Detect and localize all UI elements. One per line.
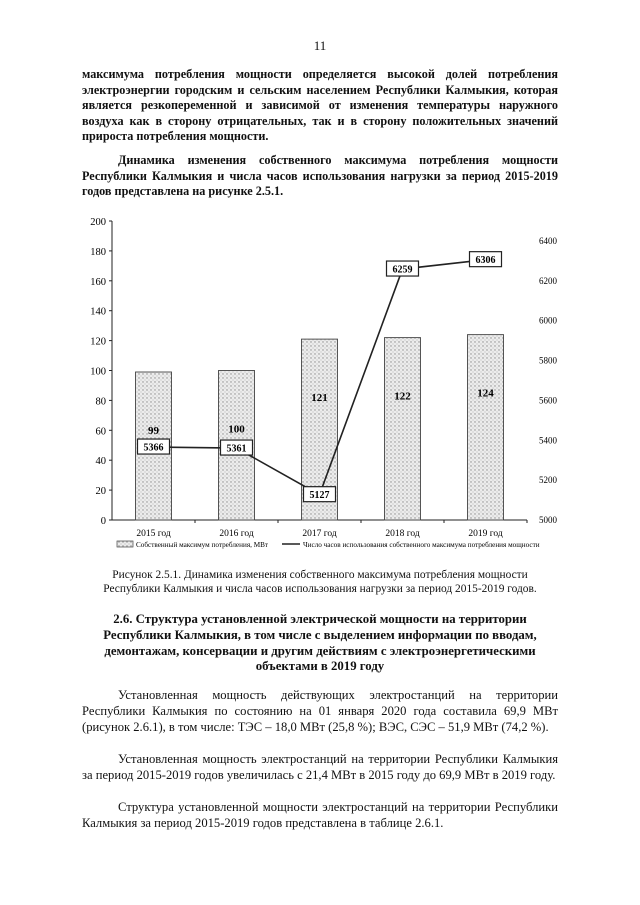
left-tick-label: 20 (95, 486, 106, 498)
line-value-label: 6306 (475, 255, 496, 267)
section-heading: 2.6. Структура установленной электрической мощности на территории Республики Калмыкия, в том числе с выделением информации по вводам, демонтажам, консервации и другим действиям с электроэнергетическими объектами в 2019 году (103, 612, 537, 674)
bar-value-label: 124 (477, 387, 494, 400)
paragraph-capacity-growth: Установленная мощность электростанций на территории Республики Калмыкия за период 2015-2019 годов увеличилась с 21,4 МВт в 2015 году до 69,9 МВт в 2019 году. (82, 752, 558, 782)
left-tick-label: 140 (90, 306, 106, 318)
caption-line-1: Рисунок 2.5.1. Динамика изменения собственного максимума потребления мощности (112, 569, 528, 581)
left-tick-label: 80 (95, 396, 106, 408)
line-value-label: 6259 (392, 264, 413, 276)
legend-bar-label: Собственный максимум потребления, МВт (136, 541, 269, 549)
category-label: 2018 год (385, 529, 420, 539)
category-label: 2019 год (468, 529, 503, 539)
right-tick-label: 6200 (539, 275, 557, 286)
left-tick-label: 40 (95, 456, 106, 468)
chart (82, 205, 582, 550)
line-value-label: 5127 (309, 490, 330, 502)
left-tick-label: 60 (95, 426, 106, 438)
bar-value-label: 100 (228, 423, 245, 436)
left-tick-label: 200 (90, 217, 106, 228)
bar-value-label: 122 (394, 390, 411, 403)
left-tick-label: 100 (90, 366, 106, 378)
bar (468, 335, 504, 520)
right-tick-label: 5200 (539, 475, 557, 486)
caption-line-2: Республики Калмыкия и числа часов использования нагрузки за период 2015-2019 годов. (103, 583, 537, 595)
chart-legend (117, 541, 540, 549)
left-tick-label: 160 (90, 276, 106, 288)
left-tick-label: 120 (90, 336, 106, 348)
right-tick-label: 6000 (539, 315, 557, 326)
left-tick-label: 180 (90, 246, 106, 258)
paragraph-installed-capacity: Установленная мощность действующих электростанций на территории Республики Калмыкия по состоянию на 01 января 2020 года составила 69,9 МВт (рисунок 2.6.1), в том числе: ТЭС – 18,0 МВт (25,8 %); ВЭС, СЭС – 51,9 МВт (74,2 %). (82, 688, 558, 734)
bar (385, 338, 421, 520)
bar-value-label: 99 (148, 424, 159, 437)
figure-caption (82, 568, 558, 596)
line-value-label: 5361 (226, 443, 247, 455)
right-tick-label: 5600 (539, 395, 557, 406)
page-number: 11 (313, 38, 327, 53)
paragraph-table-reference: Структура установленной мощности электростанций на территории Республики Калмыкия за период 2015-2019 годов представлена в таблице 2.6.1. (82, 800, 558, 830)
paragraph-intro: максимума потребления мощности определяется высокой долей потребления электроэнергии городским и сельским населением Республики Калмыкия, которая является резкопеременной и зависимой от изменения температуры наружного воздуха как в сторону отрицательных, так и в сторону положительных значений прироста потребления мощности. (82, 67, 558, 144)
left-tick-label: 0 (100, 516, 106, 527)
legend-line-label: Число часов использования собственного максимума потребления мощности (303, 541, 540, 549)
right-tick-label: 5800 (539, 355, 557, 366)
category-label: 2017 год (302, 529, 337, 539)
right-tick-label: 5400 (539, 435, 557, 446)
legend-bar-swatch (117, 541, 133, 547)
line-value-label: 5366 (143, 442, 164, 454)
category-label: 2016 год (219, 529, 254, 539)
right-tick-label: 6400 (539, 235, 557, 246)
paragraph-chart-reference: Динамика изменения собственного максимума потребления мощности Республики Калмыкия и числа часов использования нагрузки за период 2015-2019 годов представлена на рисунке 2.5.1. (82, 153, 558, 199)
right-tick-label: 5000 (539, 515, 557, 525)
category-label: 2015 год (136, 529, 171, 539)
bar-value-label: 121 (311, 392, 328, 405)
